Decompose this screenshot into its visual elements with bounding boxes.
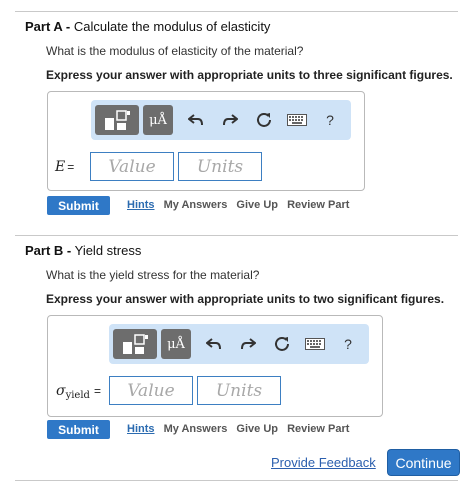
part-a-my-answers-link[interactable]: My Answers — [163, 199, 228, 211]
reset-icon[interactable] — [253, 109, 275, 131]
part-a-variable-label — [55, 159, 74, 175]
part-b-links — [127, 423, 349, 435]
top-divider — [15, 11, 458, 12]
part-b-submit-button[interactable]: Submit — [47, 420, 110, 439]
part-a-submit-button[interactable]: Submit — [47, 196, 110, 215]
part-b-review-part-link[interactable]: Review Part — [287, 423, 350, 435]
part-b-title — [25, 243, 141, 258]
templates-button[interactable] — [95, 105, 139, 135]
keyboard-icon[interactable] — [286, 109, 308, 131]
part-a-review-part-link[interactable]: Review Part — [287, 199, 350, 211]
mid-divider — [15, 235, 458, 236]
help-icon[interactable]: ? — [326, 112, 334, 128]
part-b-give-up-link[interactable]: Give Up — [236, 423, 278, 435]
undo-icon[interactable] — [203, 333, 225, 355]
part-b-label: Part B - — [25, 243, 72, 258]
units-button-label: μÅ — [149, 112, 167, 128]
part-a-instruction: Express your answer with appropriate units to three significant figures. — [46, 68, 453, 82]
part-b-value-input[interactable]: Value — [109, 376, 193, 405]
part-a-value-input[interactable]: Value — [90, 152, 174, 181]
part-a-units-input[interactable]: Units — [178, 152, 262, 181]
continue-button[interactable]: Continue — [388, 450, 459, 475]
part-b-title-text: Yield stress — [74, 243, 142, 258]
redo-icon[interactable] — [219, 109, 241, 131]
units-button[interactable] — [143, 105, 173, 135]
bottom-divider — [15, 480, 458, 481]
part-a-question: What is the modulus of elasticity of the material? — [46, 44, 304, 58]
part-b-units-input[interactable]: Units — [197, 376, 281, 405]
part-b-equals: = — [93, 384, 101, 398]
part-a-toolbar — [91, 100, 351, 140]
part-b-variable-label — [56, 383, 101, 399]
units-button[interactable] — [161, 329, 191, 359]
keyboard-icon[interactable] — [304, 333, 326, 355]
reset-icon[interactable] — [271, 333, 293, 355]
provide-feedback-link[interactable]: Provide Feedback — [271, 455, 376, 470]
templates-icon — [103, 109, 131, 131]
part-b-instruction: Express your answer with appropriate units to two significant figures. — [46, 292, 445, 306]
part-b-answer-box — [47, 315, 383, 417]
undo-icon[interactable] — [185, 109, 207, 131]
part-b-my-answers-link[interactable]: My Answers — [163, 423, 228, 435]
part-a-title — [25, 19, 270, 34]
part-b-question: What is the yield stress for the material? — [46, 268, 260, 282]
help-icon[interactable]: ? — [344, 336, 352, 352]
part-b-toolbar — [109, 324, 369, 364]
part-a-give-up-link[interactable]: Give Up — [236, 199, 278, 211]
part-a-equals: = — [67, 160, 75, 174]
part-a-links — [127, 199, 349, 211]
part-a-answer-box — [47, 91, 365, 191]
part-a-variable: E — [55, 159, 66, 175]
part-b-variable-sub: yield — [65, 390, 90, 401]
templates-button[interactable] — [113, 329, 157, 359]
redo-icon[interactable] — [237, 333, 259, 355]
templates-icon — [121, 333, 149, 355]
part-a-title-text: Calculate the modulus of elasticity — [73, 19, 271, 34]
part-b-variable: σ — [56, 383, 66, 399]
units-button-label: μÅ — [167, 336, 185, 352]
part-b-hints-link[interactable]: Hints — [127, 423, 155, 435]
part-a-label: Part A - — [25, 19, 71, 34]
part-a-hints-link[interactable]: Hints — [127, 199, 155, 211]
